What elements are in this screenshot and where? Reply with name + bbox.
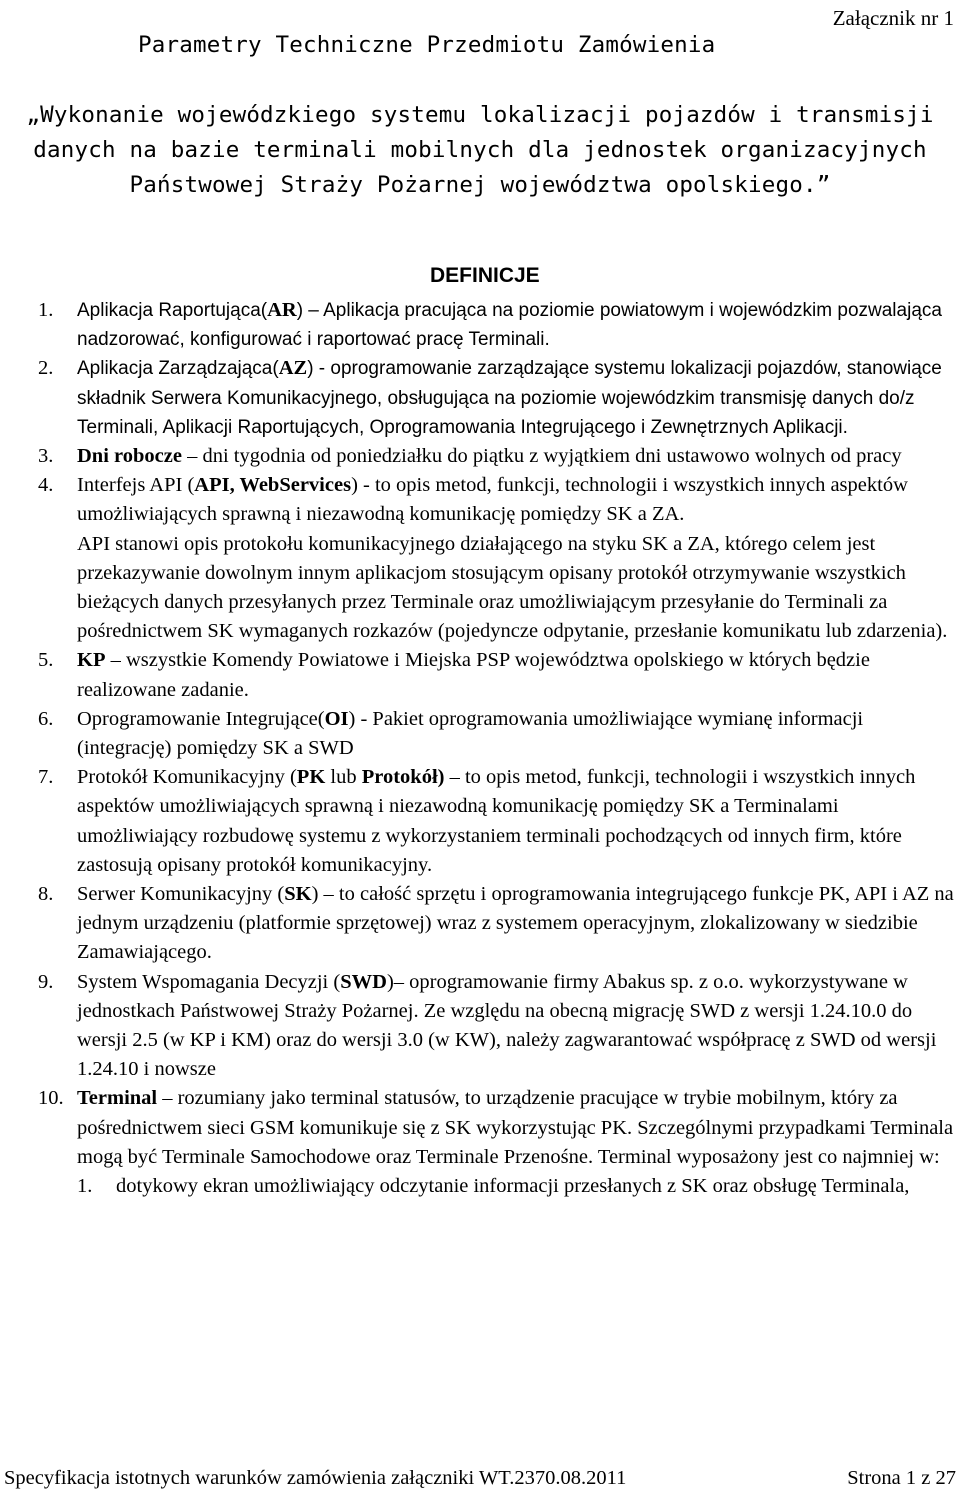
definition-text	[77, 471, 960, 646]
definition-fragment: – to opis metod, funkcji, technologii i wszystkich innych aspektów umożliwiających sprawną i niezawodną komunikację pomiędzy SK a Terminalami umożliwiający rozbudowę systemu z wykorzystaniem terminali pochodzących od innych firm, które zastosują opisany protokół komunikacyjny.	[77, 766, 916, 876]
definition-term: Protokół)	[361, 766, 445, 789]
definition-number: 3.	[38, 445, 54, 468]
definition-item	[38, 354, 960, 442]
definition-item	[38, 442, 960, 471]
definition-fragment: ) – Aplikacja pracująca na poziomie powiatowym i wojewódzkim pozwalająca nadzorować, konfigurować i raportować pracę Terminali.	[77, 300, 942, 351]
definition-term: KP	[77, 649, 106, 672]
annex-label: Załącznik nr 1	[832, 6, 954, 30]
definition-item	[38, 705, 960, 763]
definition-fragment: – dni tygodnia od poniedziałku do piątku z wyjątkiem dni ustawowo wolnych od pracy	[181, 445, 902, 468]
definition-fragment: Protokół Komunikacyjny (	[77, 766, 297, 789]
definition-fragment: Interfejs API (	[77, 474, 195, 497]
definition-text	[77, 354, 960, 442]
definition-fragment: – rozumiany jako terminal statusów, to urządzenie pracujące w trybie mobilnym, który za pośrednictwem sieci GSM komunikuje się z SK wykorzystując PK. Szczególnymi przypadkami Terminala mogą być Terminale Samochodowe oraz Terminale Przenośne. Terminal wyposażony jest co najmniej w:	[77, 1087, 954, 1168]
sub-list-item	[77, 1172, 960, 1201]
document-subtitle: „Wykonanie wojewódzkiego systemu lokalizacji pojazdów i transmisji danych na bazie terminali mobilnych dla jednostek organizacyjnych Państwowej Straży Pożarnej województwa opolskiego.”	[26, 102, 934, 198]
definition-text	[77, 705, 960, 763]
definition-item	[38, 646, 960, 704]
definition-fragment: Aplikacja Zarządzająca(	[77, 358, 279, 380]
definition-text	[77, 763, 960, 880]
definition-number: 2.	[38, 357, 54, 380]
definition-number: 1.	[38, 299, 54, 321]
definition-text	[77, 296, 960, 354]
definition-fragment: lub	[325, 766, 362, 789]
definitions-heading: DEFINICJE	[430, 264, 540, 287]
definition-fragment: Serwer Komunikacyjny (	[77, 883, 285, 906]
definition-text	[77, 442, 960, 471]
definition-text	[77, 880, 960, 968]
definition-sub-list	[77, 1172, 960, 1201]
definition-fragment: Oprogramowanie Integrujące(	[77, 707, 325, 730]
definition-number: 10.	[38, 1087, 64, 1110]
definition-term: AZ	[278, 357, 308, 380]
definition-term: API, WebServices	[194, 474, 352, 497]
sub-list-text: dotykowy ekran umożliwiający odczytanie informacji przesłanych z SK oraz obsługę Terminala,	[116, 1175, 910, 1198]
definition-item	[38, 763, 960, 880]
footer-page-number: Strona 1 z 27	[847, 1467, 956, 1489]
definition-term: AR	[267, 299, 297, 321]
definitions-list	[38, 296, 960, 1201]
definition-text	[77, 646, 960, 704]
definition-fragment: – wszystkie Komendy Powiatowe i Miejska PSP województwa opolskiego w których będzie realizowane zadanie.	[77, 649, 870, 701]
definition-term: SK	[284, 883, 312, 906]
definition-item	[38, 296, 960, 354]
definition-term: SWD	[340, 970, 387, 993]
sub-list-number: 1.	[77, 1175, 93, 1198]
definition-text	[77, 968, 960, 1085]
page-footer	[0, 1465, 960, 1495]
definition-fragment: ) - to opis metod, funkcji, technologii i wszystkich innych aspektów umożliwiających sprawną i niezawodną komunikację pomiędzy SK a ZA.	[77, 474, 908, 526]
definition-fragment: ) - oprogramowanie zarządzające systemu lokalizacji pojazdów, stanowiące składnik Serwera Komunikacyjnego, obsługująca na poziomie wojewódzkim transmisję danych do/z Terminali, Aplikacji Raportujących, Oprogramowania Integrującego i Zewnętrznych Aplikacji.	[77, 358, 942, 438]
document-title: Parametry Techniczne Przedmiotu Zamówienia	[138, 32, 716, 58]
definition-number: 6.	[38, 707, 54, 730]
definition-text	[77, 1084, 960, 1201]
definition-number: 5.	[38, 649, 54, 672]
definition-number: 7.	[38, 766, 54, 789]
definition-number: 4.	[38, 474, 54, 497]
definition-fragment: ) - Pakiet oprogramowania umożliwiające wymianę informacji (integrację) pomiędzy SK a SWD	[77, 707, 864, 760]
definition-fragment: ) – to całość sprzętu i oprogramowania integrującego funkcje PK, API i AZ na jednym urządzeniu (platformie sprzętowej) wraz z systemem operacyjnym, zlokalizowany w siedzibie Zamawiającego.	[77, 883, 954, 964]
definition-item	[38, 880, 960, 968]
definition-number: 8.	[38, 883, 54, 906]
definition-item	[38, 1084, 960, 1201]
definition-number: 9.	[38, 970, 54, 993]
definition-fragment: System Wspomagania Decyzji (	[77, 970, 341, 993]
definition-term: OI	[324, 707, 349, 730]
definition-fragment: )– oprogramowanie firmy Abakus sp. z o.o. wykorzystywane w jednostkach Państwowej Straży Pożarnej. Ze względu na obecną migrację SWD z wersji 1.24.10.0 do wersji 2.5 (w KP i KM) oraz do wersji 3.0 (w KW), należy zagwarantować współpracę z SWD od wersji 1.24.10 i nowsze	[77, 970, 937, 1081]
definition-fragment: Aplikacja Raportująca(	[77, 300, 268, 321]
definition-term: PK	[296, 766, 326, 789]
definition-extra-paragraph: API stanowi opis protokołu komunikacyjnego działającego na styku SK a ZA, którego celem jest przekazywanie dowolnym innym aplikacjom stosującym opisany protokół otrzymywanie wszystkich bieżących danych przesyłanych przez Terminale oraz umożliwiającym przesyłanie do Terminali za pośrednictwem SK wymaganych rozkazów (pojedyncze odpytanie, przesłanie komunikatu lub zdarzenia).	[77, 532, 948, 643]
definition-item	[38, 968, 960, 1085]
footer-spec-label: Specyfikacja istotnych warunków zamówienia załączniki WT.2370.08.2011	[4, 1467, 627, 1489]
definition-item	[38, 471, 960, 646]
definition-term: Dni robocze	[77, 445, 182, 468]
definition-term: Terminal	[77, 1087, 158, 1110]
